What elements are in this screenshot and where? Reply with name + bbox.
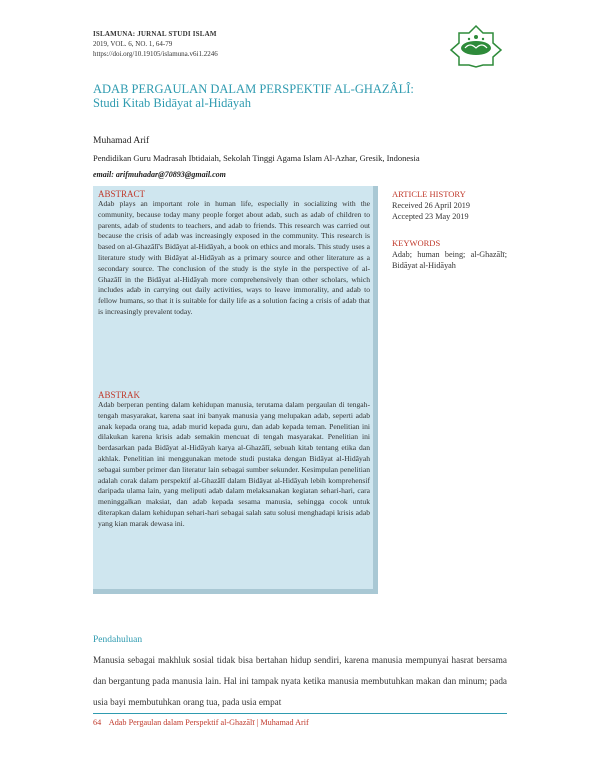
section-heading: Pendahuluan [93, 635, 143, 645]
article-title-main: ADAB PERGAULAN DALAM PERSPEKTIF AL-GHAZÂLÎ: [93, 82, 414, 96]
journal-header [93, 29, 218, 59]
journal-name: ISLAMUNA: JURNAL STUDI ISLAM [93, 30, 217, 38]
section-body-text: Manusia sebagai makhluk sosial tidak bisa bertahan hidup sendiri, karena manusia mempunyai hasrat bersama dan bergantung pada manusia lain. Hal ini tampak nyata ketika manusia membutuhkan makan dan minum; pada usia bayi membutuhkan orang tua, pada usia empat [93, 655, 507, 707]
page-number: 64 [93, 718, 102, 727]
keywords-text: Adab; human being; al-Ghazālī; Bidāyat al-Hidāyah [392, 250, 507, 270]
page-footer [93, 718, 309, 727]
article-title [93, 82, 513, 110]
author-name: Muhamad Arif [93, 136, 150, 146]
journal-logo-icon [447, 24, 505, 68]
article-history [392, 189, 507, 222]
keywords-heading: KEYWORDS [392, 238, 441, 248]
footer-running-title: Adab Pergaulan dalam Perspektif al-Ghazālī | Muhamad Arif [108, 718, 309, 727]
received-date: Received 26 April 2019 [392, 201, 470, 210]
abstract-text: Adab plays an important role in human life, especially in socializing with the community, because today many people forget about adab, such as adab of children to parents, adab of students to teachers, and adab to friends. This research was carried out because the crisis of adab was increasingly exposed in the community. This research is based on al-Ghazālī's Bidāyat al-Hidāyah, a book on ethics and morals. This study uses a literature study with Bidāyat al-Hidāyah as a primary source and other literature as a secondary source. The conclusion of the study is the style in the perspective of al-Ghazālī in the Bidāyat al-Hidāyah more comprehensively than other scholars, which includes adab in carrying out daily activities, ways to leave immorality, and adab to fellow humans, so that it is suitable for daily life as a solution facing a crisis of adab that is increasingly prevalent today. [98, 199, 370, 316]
abstrak-heading: ABSTRAK [98, 390, 141, 400]
accepted-date: Accepted 23 May 2019 [392, 212, 469, 221]
author-affiliation: Pendidikan Guru Madrasah Ibtidaiah, Sekolah Tinggi Agama Islam Al-Azhar, Gresik, Indonesia [93, 153, 420, 163]
author-email[interactable]: email: arifmuhadar@70893@gmail.com [93, 170, 226, 179]
footer-divider [93, 713, 507, 714]
abstract-heading: ABSTRACT [98, 189, 146, 199]
article-subtitle: Studi Kitab Bidāyat al-Hidāyah [93, 96, 251, 110]
keywords [392, 238, 507, 271]
journal-volume: 2019, VOL. 6, NO. 1, 64-79 [93, 40, 173, 48]
journal-doi[interactable]: https://doi.org/10.19105/islamuna.v6i1.2246 [93, 50, 218, 58]
article-history-heading: ARTICLE HISTORY [392, 189, 466, 199]
abstrak-text: Adab berperan penting dalam kehidupan manusia, terutama dalam pergaulan di tengah-tengah masyarakat, karena saat ini banyak manusia yang melupakan adab, seperti adab anak kepada orang tua, adab murid kepada guru, dan adab kepada teman. Penelitian ini dilakukan karena krisis adab semakin mencuat di tengah masyarakat. Penelitian ini berdasarkan pada Bidāyat al-Hidāyah karya al-Ghazālī, sebuah kitab tentang etika dan akhlak. Penelitian ini menggunakan metode studi pustaka dengan Bidāyat al-Hidāyah sebagai sumber primer dan literatur lain sebagai sumber sekunder. Kesimpulan penelitian adalah corak dalam perspektif al-Ghazālī dalam Bidāyat al-Hidāyah lebih komprehensif daripada ulama lain, yang meliputi adab dalam melaksanakan kegiatan sehari-hari, cara meninggalkan maksiat, dan adab kepada sesama manusia, sehingga cocok untuk diterapkan dalam kehidupan sehari-hari sebagai salah satu solusi menghadapi krisis adab yang kian marak dewasa ini. [98, 400, 370, 528]
